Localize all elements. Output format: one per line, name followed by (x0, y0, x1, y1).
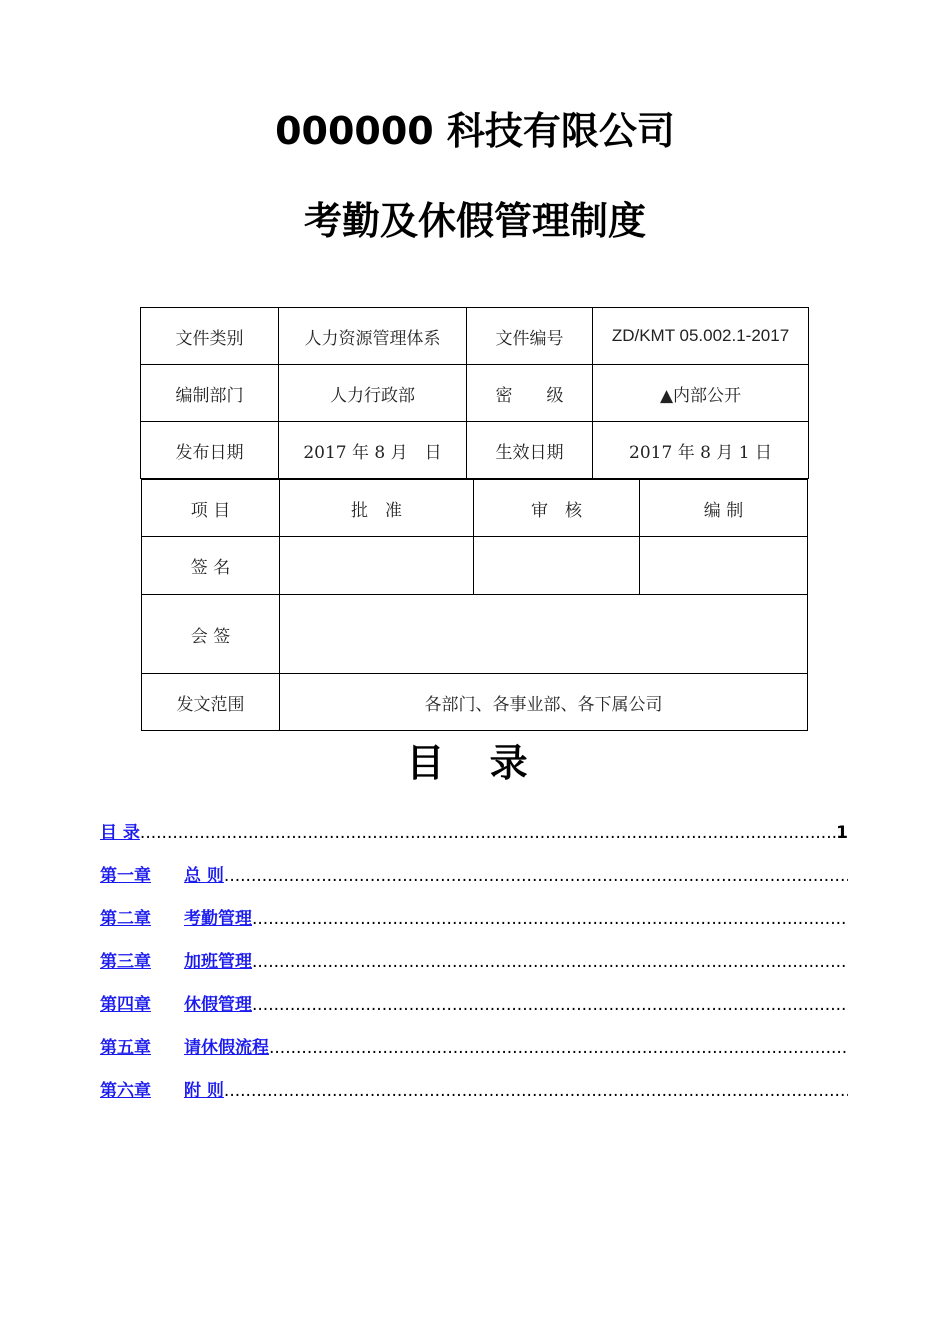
sign-label: 签 名 (142, 537, 280, 595)
toc-leader (252, 995, 848, 1015)
doc-number-label: 文件编号 (467, 308, 593, 365)
dept-value: 人力行政部 (279, 365, 467, 422)
toc-link-chapter-2-title[interactable]: 考勤管理 (184, 909, 252, 929)
company-name: 000000 科技有限公司 (275, 109, 675, 153)
toc-link-chapter-5[interactable]: 第五章 (100, 1038, 151, 1058)
toc-leader (224, 866, 848, 886)
table-row (141, 422, 809, 479)
toc-link-chapter-4[interactable]: 第四章 (100, 995, 151, 1015)
toc-leader (252, 909, 848, 929)
toc-entry (100, 929, 848, 972)
effective-date-value: 2017 年 8 月 1 日 (593, 422, 809, 479)
doc-type-value: 人力资源管理体系 (279, 308, 467, 365)
toc-link-chapter-6[interactable]: 第六章 (100, 1081, 151, 1101)
toc-link-chapter-4-title[interactable]: 休假管理 (184, 995, 252, 1015)
table-row (142, 674, 808, 731)
toc-link-chapter-1[interactable]: 第一章 (100, 866, 151, 886)
table-of-contents (100, 800, 848, 1101)
approve-header: 批 准 (280, 480, 474, 537)
table-row (142, 480, 808, 537)
compile-signature-cell[interactable] (640, 537, 808, 595)
publish-date-value: 2017 年 8 月 日 (279, 422, 467, 479)
toc-leader (252, 952, 848, 972)
table-row (141, 308, 809, 365)
approve-signature-cell[interactable] (280, 537, 474, 595)
scope-label: 发文范围 (142, 674, 280, 731)
toc-link-chapter-1-title[interactable]: 总 则 (184, 866, 224, 886)
table-row (142, 595, 808, 674)
document-title: 考勤及休假管理制度 (303, 199, 646, 243)
toc-leader (224, 1081, 848, 1101)
toc-leader (269, 1038, 848, 1058)
toc-link-chapter-2[interactable]: 第二章 (100, 909, 151, 929)
toc-entry (100, 1015, 848, 1058)
countersign-label: 会 签 (142, 595, 280, 674)
table-row (142, 537, 808, 595)
toc-leader (140, 823, 836, 843)
doc-number-value: ZD/KMT 05.002.1-2017 (593, 308, 809, 365)
compile-header: 编 制 (640, 480, 808, 537)
review-signature-cell[interactable] (474, 537, 640, 595)
review-header: 审 核 (474, 480, 640, 537)
toc-link-chapter-5-title[interactable]: 请休假流程 (184, 1038, 269, 1058)
toc-entry (100, 843, 848, 886)
toc-link-chapter-3-title[interactable]: 加班管理 (184, 952, 252, 972)
toc-link-chapter-3[interactable]: 第三章 (100, 952, 151, 972)
toc-entry (100, 800, 848, 843)
toc-entry (100, 972, 848, 1015)
toc-entry (100, 886, 848, 929)
toc-entry (100, 1058, 848, 1101)
secrecy-value: ▲内部公开 (593, 365, 809, 422)
dept-label: 编制部门 (141, 365, 279, 422)
secrecy-label: 密 级 (467, 365, 593, 422)
toc-title: 目 录 (406, 741, 544, 785)
document-info-table (140, 307, 809, 479)
doc-type-label: 文件类别 (141, 308, 279, 365)
toc-link-chapter-6-title[interactable]: 附 则 (184, 1081, 224, 1101)
toc-page-number: 1 (836, 823, 848, 843)
publish-date-label: 发布日期 (141, 422, 279, 479)
item-header: 项 目 (142, 480, 280, 537)
effective-date-label: 生效日期 (467, 422, 593, 479)
toc-link-contents[interactable]: 目 录 (100, 823, 140, 843)
approval-table (141, 479, 808, 731)
countersign-cell[interactable] (280, 595, 808, 674)
table-row (141, 365, 809, 422)
scope-value: 各部门、各事业部、各下属公司 (280, 674, 808, 731)
